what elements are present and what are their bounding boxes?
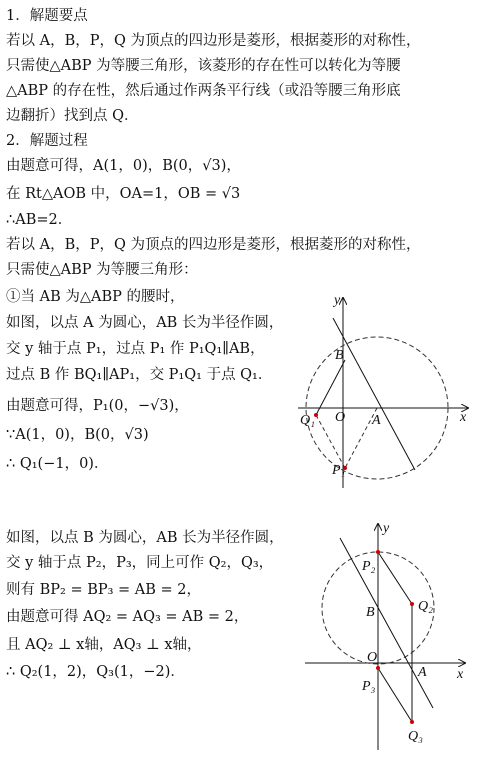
label-a: A xyxy=(418,665,427,680)
label-p2: P₂ xyxy=(362,559,376,574)
section1-paragraph-line-4: 边翻折）找到点 Q． xyxy=(6,108,139,124)
y-label: y xyxy=(334,293,341,308)
label-p3: P₃ xyxy=(362,679,376,694)
label-q2: Q₂ xyxy=(418,599,433,614)
section1-paragraph-line-3: △ABP 的存在性，然后通过作两条平行线（或沿等腰三角形底 xyxy=(6,83,401,99)
label-b: B xyxy=(335,348,344,363)
label-q3: Q₃ xyxy=(408,729,423,744)
label-b: B xyxy=(366,605,375,620)
section1-paragraph-line-2: 只需使△ABP 为等腰三角形，该菱形的存在性可以转化为等腰 xyxy=(6,58,401,74)
derivation-line: 且 AQ₂ ⊥ x轴，AQ₃ ⊥ x轴， xyxy=(6,637,202,653)
y-label: y xyxy=(383,521,390,536)
section1-heading: 1．解题要点 xyxy=(6,8,88,24)
derivation-line: 交 y 轴于点 P₂，P₃，同上可作 Q₂，Q₃， xyxy=(6,555,274,571)
label-o: O xyxy=(335,410,346,425)
line-ab xyxy=(340,538,433,708)
line-p2-q2 xyxy=(378,552,412,604)
derivation-line: 如图，以点 A 为圆心，AB 长为半径作圆， xyxy=(6,315,284,331)
case-heading: ①当 AB 为△ABP 的腰时， xyxy=(6,289,185,305)
derivation-line: 若以 A，B，P，Q 为顶点的四边形是菱形，根据菱形的对称性， xyxy=(6,237,421,253)
figure-1 xyxy=(290,288,487,493)
label-p1: P₁ xyxy=(332,463,346,478)
derivation-line: 过点 B 作 BQ₁∥AP₁，交 P₁Q₁ 于点 Q₁． xyxy=(6,367,273,383)
segment-q1-b xyxy=(316,360,345,415)
section2-heading: 2．解题过程 xyxy=(6,133,88,149)
derivation-line: 由题意可得，A(1，0)，B(0，√3)， xyxy=(6,158,241,174)
derivation-line: ∴AB=2． xyxy=(6,212,73,228)
derivation-line: 由题意可得 AQ₂ = AQ₃ = AB = 2， xyxy=(6,609,249,625)
label-o: O xyxy=(367,650,378,665)
line-p3-q3 xyxy=(378,668,412,722)
derivation-line: 如图，以点 B 为圆心，AB 长为半径作圆， xyxy=(6,530,284,546)
x-label: x xyxy=(460,410,467,425)
line-ab xyxy=(333,318,415,470)
derivation-line: ∴ Q₂(1，2)，Q₃(1，−2)． xyxy=(6,664,185,680)
derivation-line: ∵A(1，0)，B(0，√3) xyxy=(6,427,149,443)
derivation-line: 由题意可得，P₁(0，−√3)， xyxy=(6,398,189,414)
label-q1: Q₁ xyxy=(300,413,315,428)
label-a: A xyxy=(372,413,381,428)
derivation-line: ∴ Q₁(−1，0)． xyxy=(6,456,109,472)
x-label: x xyxy=(457,667,464,682)
point-q3 xyxy=(410,720,414,724)
derivation-line: 只需使△ABP 为等腰三角形： xyxy=(6,262,198,278)
derivation-line: 则有 BP₂ = BP₃ = AB = 2， xyxy=(6,582,202,598)
section1-paragraph-line-1: 若以 A，B，P，Q 为顶点的四边形是菱形，根据菱形的对称性， xyxy=(6,33,421,49)
point-p2 xyxy=(376,550,380,554)
figure-2 xyxy=(300,518,487,753)
derivation-line: 在 Rt△AOB 中，OA=1，OB = √3 xyxy=(6,186,241,202)
derivation-line: 交 y 轴于点 P₁，过点 P₁ 作 P₁Q₁∥AB， xyxy=(6,341,265,357)
point-q2 xyxy=(410,602,414,606)
point-p3 xyxy=(376,666,380,670)
